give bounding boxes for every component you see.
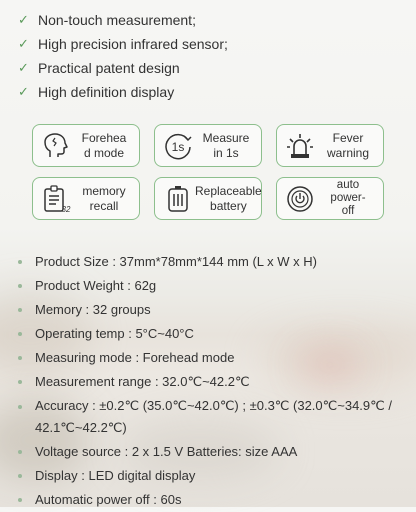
bullet-icon (18, 346, 24, 370)
feature-list (18, 8, 228, 104)
spec-item: Measurement range : 32.0℃~42.2℃ (18, 370, 410, 394)
feature-item: ✓ High precision infrared sensor; (18, 36, 228, 52)
card-replaceable-battery (154, 177, 262, 220)
card-forehead-mode (32, 124, 140, 167)
spec-item: Display : LED digital display (18, 464, 410, 488)
card-label: memory recall (82, 183, 126, 213)
svg-text:32: 32 (61, 204, 71, 214)
bullet-icon (18, 440, 24, 464)
battery-icon (161, 182, 195, 216)
spec-item: Accuracy : ±0.2℃ (35.0℃~42.0℃) ; ±0.3℃ (32.0℃~34.9℃ / 42.1℃~42.2℃) (18, 394, 410, 440)
bullet-icon (18, 274, 24, 298)
spec-item: Automatic power off : 60s (18, 488, 410, 512)
feature-item: ✓ Non-touch measurement; (18, 12, 196, 28)
card-label: auto power- off (330, 179, 366, 217)
card-label: Forehea d mode (81, 130, 127, 160)
bullet-icon (18, 250, 24, 274)
feature-cards (32, 124, 384, 220)
bullet-icon (18, 298, 24, 322)
check-icon: ✓ (18, 12, 29, 27)
bullet-icon (18, 464, 24, 488)
card-measure-1s (154, 124, 262, 167)
bullet-icon (18, 395, 24, 439)
alarm-light-icon (283, 129, 317, 163)
spec-item: Product Size : 37mm*78mm*144 mm (L x W x H) (18, 250, 410, 274)
check-icon: ✓ (18, 60, 29, 75)
bullet-icon (18, 322, 24, 346)
card-label: Measure in 1s (202, 130, 250, 160)
spec-item: Product Weight : 62g (18, 274, 410, 298)
spec-item: Measuring mode : Forehead mode (18, 346, 410, 370)
feature-item: ✓ High definition display (18, 84, 175, 100)
feature-item: ✓ Practical patent design (18, 60, 180, 76)
card-memory-recall (32, 177, 140, 220)
svg-text:1s: 1s (171, 139, 185, 154)
card-auto-power-off (276, 177, 384, 220)
spec-item: Memory : 32 groups (18, 298, 410, 322)
card-label: Replaceable battery (195, 183, 262, 213)
head-profile-icon (39, 129, 73, 163)
one-second-icon (161, 129, 195, 163)
spec-list (18, 250, 410, 512)
spec-item: Voltage source : 2 x 1.5 V Batteries: size AAA (18, 440, 410, 464)
card-fever-warning (276, 124, 384, 167)
spec-item: Operating temp : 5°C~40°C (18, 322, 410, 346)
check-icon: ✓ (18, 36, 29, 51)
bullet-icon (18, 488, 24, 512)
card-label: Fever warning (326, 130, 370, 160)
bullet-icon (18, 370, 24, 394)
check-icon: ✓ (18, 84, 29, 99)
power-button-icon (283, 182, 317, 216)
memory-list-icon (39, 182, 73, 216)
